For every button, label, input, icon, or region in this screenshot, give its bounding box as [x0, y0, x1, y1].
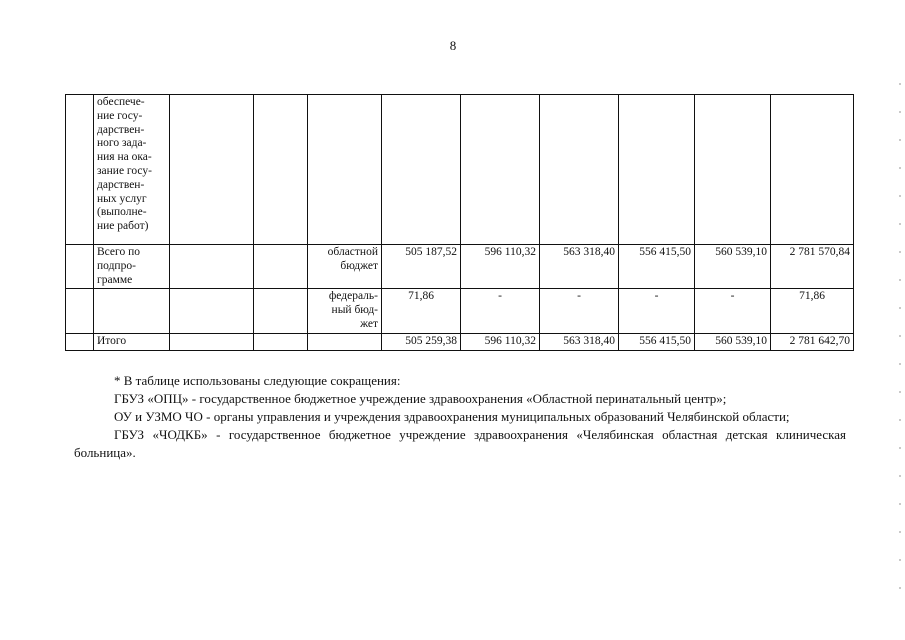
value-cell: -	[540, 289, 619, 333]
row-number-cell	[66, 95, 94, 245]
value-cell: 556 415,50	[619, 245, 695, 289]
value-cell: -	[461, 289, 540, 333]
value-cell: 560 539,10	[695, 333, 771, 350]
source-cell	[308, 289, 382, 333]
value-cell: 505 259,38	[382, 333, 461, 350]
value-cell: 71,86	[382, 289, 461, 333]
value-cell: 563 318,40	[540, 333, 619, 350]
value-cell: 505 187,52	[382, 245, 461, 289]
value-cell: 560 539,10	[695, 245, 771, 289]
value-cell	[619, 95, 695, 245]
extra-cell	[254, 245, 308, 289]
row-number-cell	[66, 333, 94, 350]
row-name-cell	[94, 289, 170, 333]
source-cell	[308, 95, 382, 245]
table-row	[66, 245, 854, 289]
value-cell: -	[695, 289, 771, 333]
row-name: обеспече- ние госу- дарствен- ного зада- ния на ока- зание госу- дарствен- ных услуг (выполне- ние работ)	[97, 96, 152, 233]
budget-table	[65, 94, 854, 351]
value-cell	[461, 95, 540, 245]
budget-source: федераль- ный бюд- жет	[328, 290, 378, 330]
note-item: ГБУЗ «ЧОДКБ» - государственное бюджетное учреждение здравоохранения «Челябинская областная детская клиническая больница».	[74, 427, 846, 460]
scan-edge-marks	[899, 70, 901, 590]
row-name-cell	[94, 333, 170, 350]
executor-cell	[170, 95, 254, 245]
notes-intro: * В таблице использованы следующие сокращения:	[114, 373, 401, 388]
row-name-cell	[94, 245, 170, 289]
row-name: Итого	[97, 334, 127, 347]
total-cell	[771, 95, 854, 245]
value-cell: -	[619, 289, 695, 333]
total-cell: 2 781 642,70	[771, 333, 854, 350]
value-cell	[540, 95, 619, 245]
value-cell: 596 110,32	[461, 245, 540, 289]
executor-cell	[170, 245, 254, 289]
extra-cell	[254, 289, 308, 333]
table-row	[66, 289, 854, 333]
executor-cell	[170, 333, 254, 350]
total-cell: 71,86	[771, 289, 854, 333]
table-row	[66, 333, 854, 350]
row-name-cell	[94, 95, 170, 245]
value-cell: 563 318,40	[540, 245, 619, 289]
value-cell: 596 110,32	[461, 333, 540, 350]
source-cell	[308, 245, 382, 289]
budget-source: областной бюджет	[327, 246, 378, 272]
total-cell: 2 781 570,84	[771, 245, 854, 289]
value-cell	[695, 95, 771, 245]
extra-cell	[254, 95, 308, 245]
value-cell	[382, 95, 461, 245]
extra-cell	[254, 333, 308, 350]
abbreviations-notes	[74, 372, 846, 462]
page-number: 8	[449, 38, 457, 53]
executor-cell	[170, 289, 254, 333]
row-name: Всего по подпро- грамме	[97, 246, 140, 286]
source-cell	[308, 333, 382, 350]
note-item: ОУ и УЗМО ЧО - органы управления и учреждения здравоохранения муниципальных образований Челябинской области;	[114, 409, 790, 424]
note-item: ГБУЗ «ОПЦ» - государственное бюджетное учреждение здравоохранения «Областной перинатальный центр»;	[114, 391, 727, 406]
value-cell: 556 415,50	[619, 333, 695, 350]
table-row	[66, 95, 854, 245]
row-number-cell	[66, 289, 94, 333]
row-number-cell	[66, 245, 94, 289]
